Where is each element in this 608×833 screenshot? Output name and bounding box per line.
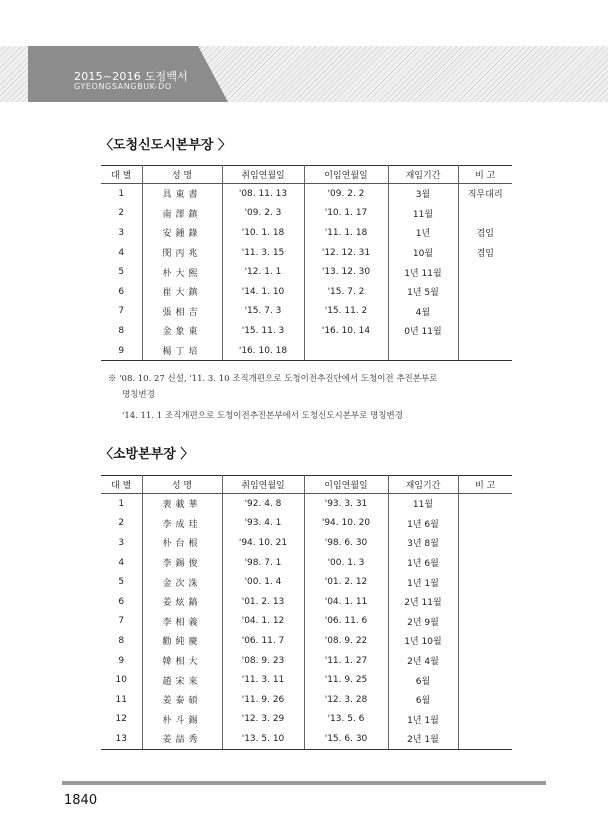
note-cell (458, 341, 512, 361)
duration-cell: 10월 (388, 243, 458, 263)
fire-chief-table (101, 475, 512, 750)
name-cell: 張相吉 (142, 302, 222, 322)
note-cell (458, 533, 512, 553)
end-date-cell: '15. 11. 2 (304, 302, 388, 322)
duration-cell: 1년 5월 (388, 282, 458, 302)
col-header-end-date: 이임연월일 (304, 166, 388, 184)
end-date-cell: '08. 9. 22 (304, 631, 388, 651)
term-cell: 1 (101, 184, 142, 204)
note-cell (458, 302, 512, 322)
table-row (101, 341, 512, 361)
note-cell: 직무대리 (467, 190, 503, 201)
name-cell: 姜泰碩 (142, 690, 222, 710)
name-cell: 朴大熙 (142, 262, 222, 282)
table-body (101, 494, 512, 750)
term-cell: 8 (101, 321, 142, 341)
term-cell: 1 (101, 494, 142, 514)
col-header-duration: 재임기간 (388, 476, 458, 494)
term-cell: 6 (101, 592, 142, 612)
end-date-cell: '06. 11. 6 (304, 612, 388, 632)
duration-cell: 1년 6월 (388, 514, 458, 534)
table-row (101, 553, 512, 573)
name-cell: 李成珪 (142, 514, 222, 534)
term-cell: 6 (101, 282, 142, 302)
duration-cell: 6월 (388, 670, 458, 690)
table-row (101, 223, 512, 243)
term-cell: 11 (101, 690, 142, 710)
name-cell: 金次洙 (142, 572, 222, 592)
table-row (101, 184, 512, 204)
start-date-cell: '93. 4. 1 (222, 514, 304, 534)
col-header-end-date: 이임연월일 (304, 476, 388, 494)
book-subtitle: GYEONGSANGBUK-DO (74, 82, 172, 91)
end-date-cell: '04. 1. 11 (304, 592, 388, 612)
duration-cell: 2년 4월 (388, 651, 458, 671)
term-cell: 10 (101, 670, 142, 690)
end-date-cell: '98. 6. 30 (304, 533, 388, 553)
page-number: 1840 (64, 793, 98, 808)
table-row (101, 494, 512, 514)
start-date-cell: '98. 7. 1 (222, 553, 304, 573)
name-cell: 安鍾錄 (142, 223, 222, 243)
start-date-cell: '94. 10. 21 (222, 533, 304, 553)
end-date-cell: '11. 1. 18 (304, 223, 388, 243)
end-date-cell: '16. 10. 14 (304, 321, 388, 341)
start-date-cell: '09. 2. 3 (222, 204, 304, 224)
col-header-name: 성 명 (142, 166, 222, 184)
end-date-cell: '09. 2. 2 (304, 184, 388, 204)
table-row (101, 592, 512, 612)
table-row (101, 670, 512, 690)
start-date-cell: '10. 1. 18 (222, 223, 304, 243)
note-cell (458, 494, 512, 514)
duration-cell: 2년 1월 (388, 729, 458, 749)
term-cell: 8 (101, 631, 142, 651)
end-date-cell: '15. 6. 30 (304, 729, 388, 749)
table-row (101, 243, 512, 263)
end-date-cell: '13. 12. 30 (304, 262, 388, 282)
end-date-cell: '10. 1. 17 (304, 204, 388, 224)
term-cell: 13 (101, 729, 142, 749)
table-row (101, 729, 512, 749)
note-cell (458, 690, 512, 710)
end-date-cell: '93. 3. 31 (304, 494, 388, 514)
name-cell: 具東書 (142, 184, 222, 204)
note-cell: 겸임 (476, 249, 494, 260)
term-cell: 12 (101, 710, 142, 730)
start-date-cell: '00. 1. 4 (222, 572, 304, 592)
term-cell: 3 (101, 533, 142, 553)
term-cell: 2 (101, 514, 142, 534)
duration-cell: 3월 (388, 184, 458, 204)
name-cell: 趙宋來 (142, 670, 222, 690)
footnote-line-1: ※ '08. 10. 27 신설, '11. 3. 10 조직개편으로 도청이전추진단에서 도청이전 추진본부로 (108, 374, 438, 384)
start-date-cell: '12. 1. 1 (222, 262, 304, 282)
duration-cell: 2년 9월 (388, 612, 458, 632)
start-date-cell: '01. 2. 13 (222, 592, 304, 612)
table-row (101, 302, 512, 322)
new-city-director-table (101, 165, 512, 361)
note-cell (458, 651, 512, 671)
duration-cell: 11월 (388, 204, 458, 224)
end-date-cell: '01. 2. 12 (304, 572, 388, 592)
duration-cell: 6월 (388, 690, 458, 710)
footer-rule (62, 781, 546, 785)
end-date-cell: '12. 12. 31 (304, 243, 388, 263)
table-row (101, 321, 512, 341)
duration-cell: 1년 (388, 223, 458, 243)
duration-cell: 1년 6월 (388, 553, 458, 573)
table-row (101, 690, 512, 710)
note-cell: 겸임 (476, 229, 494, 240)
note-cell (458, 553, 512, 573)
duration-cell: 4월 (388, 302, 458, 322)
name-cell: 朴斗錫 (142, 710, 222, 730)
start-date-cell: '12. 3. 29 (222, 710, 304, 730)
start-date-cell: '08. 9. 23 (222, 651, 304, 671)
col-header-start-date: 취임연월일 (222, 476, 304, 494)
name-cell: 楊丁培 (142, 341, 222, 361)
note-cell (458, 729, 512, 749)
term-cell: 2 (101, 204, 142, 224)
col-header-duration: 재임기간 (388, 166, 458, 184)
note-cell (458, 262, 512, 282)
end-date-cell: '15. 7. 2 (304, 282, 388, 302)
col-header-note: 비 고 (458, 166, 512, 184)
note-cell (458, 321, 512, 341)
section-title-fire: 〈소방본부장 〉 (100, 447, 194, 462)
table-row (101, 651, 512, 671)
duration-cell: 1년 10월 (388, 631, 458, 651)
duration-cell: 1년 11월 (388, 262, 458, 282)
term-cell: 7 (101, 302, 142, 322)
table-row (101, 262, 512, 282)
start-date-cell: '04. 1. 12 (222, 612, 304, 632)
duration-cell: 1년 1월 (388, 710, 458, 730)
table-row (101, 282, 512, 302)
table-header-row (101, 476, 512, 494)
note-cell (458, 710, 512, 730)
col-header-name: 성 명 (142, 476, 222, 494)
start-date-cell: '14. 1. 10 (222, 282, 304, 302)
table-header-row (101, 166, 512, 184)
name-cell: 閔丙兆 (142, 243, 222, 263)
name-cell: 姜炫鎬 (142, 592, 222, 612)
duration-cell (388, 341, 458, 361)
note-cell (458, 204, 512, 224)
name-cell: 金象東 (142, 321, 222, 341)
term-cell: 7 (101, 612, 142, 632)
term-cell: 4 (101, 553, 142, 573)
name-cell: 南澤鎮 (142, 204, 222, 224)
term-cell: 9 (101, 341, 142, 361)
duration-cell: 1년 1월 (388, 572, 458, 592)
term-cell: 9 (101, 651, 142, 671)
start-date-cell: '15. 7. 3 (222, 302, 304, 322)
duration-cell: 11월 (388, 494, 458, 514)
table-row (101, 533, 512, 553)
name-cell: 韓相大 (142, 651, 222, 671)
start-date-cell: '15. 11. 3 (222, 321, 304, 341)
note-cell (458, 514, 512, 534)
note-cell (458, 592, 512, 612)
name-cell: 朴台根 (142, 533, 222, 553)
table-row (101, 572, 512, 592)
book-title: 2015~2016 도정백서 (74, 70, 189, 83)
table-row (101, 710, 512, 730)
term-cell: 3 (101, 223, 142, 243)
end-date-cell: '11. 9. 25 (304, 670, 388, 690)
table-body (101, 184, 512, 361)
end-date-cell: '12. 3. 28 (304, 690, 388, 710)
term-cell: 5 (101, 572, 142, 592)
name-cell: 李相義 (142, 612, 222, 632)
section-title-new-city: 〈도청신도시본부장 〉 (100, 138, 231, 153)
name-cell: 崔大鎮 (142, 282, 222, 302)
duration-cell: 3년 8월 (388, 533, 458, 553)
start-date-cell: '08. 11. 13 (222, 184, 304, 204)
note-cell (458, 631, 512, 651)
term-cell: 4 (101, 243, 142, 263)
col-header-start-date: 취임연월일 (222, 166, 304, 184)
duration-cell: 0년 11월 (388, 321, 458, 341)
end-date-cell: '00. 1. 3 (304, 553, 388, 573)
end-date-cell: '13. 5. 6 (304, 710, 388, 730)
start-date-cell: '11. 3. 11 (222, 670, 304, 690)
end-date-cell (304, 341, 388, 361)
start-date-cell: '13. 5. 10 (222, 729, 304, 749)
start-date-cell: '92. 4. 8 (222, 494, 304, 514)
duration-cell: 2년 11월 (388, 592, 458, 612)
start-date-cell: '06. 11. 7 (222, 631, 304, 651)
name-cell: 裵載華 (142, 494, 222, 514)
note-cell (458, 572, 512, 592)
table-row (101, 204, 512, 224)
note-cell (458, 612, 512, 632)
col-header-note: 비 고 (458, 476, 512, 494)
end-date-cell: '11. 1. 27 (304, 651, 388, 671)
col-header-term: 대 별 (101, 476, 142, 494)
name-cell: 勸純慶 (142, 631, 222, 651)
table-row (101, 631, 512, 651)
name-cell: 李錫俊 (142, 553, 222, 573)
footnote-line-3: '14. 11. 1 조직개편으로 도청이전추진본부에서 도청신도시본부로 명칭변경 (122, 411, 403, 421)
end-date-cell: '94. 10. 20 (304, 514, 388, 534)
start-date-cell: '11. 9. 26 (222, 690, 304, 710)
note-cell (458, 670, 512, 690)
table-row (101, 514, 512, 534)
footnote-line-2: 명칭변경 (122, 390, 155, 400)
term-cell: 5 (101, 262, 142, 282)
note-cell (458, 282, 512, 302)
col-header-term: 대 별 (101, 166, 142, 184)
start-date-cell: '11. 3. 15 (222, 243, 304, 263)
name-cell: 姜喆秀 (142, 729, 222, 749)
table-row (101, 612, 512, 632)
start-date-cell: '16. 10. 18 (222, 341, 304, 361)
